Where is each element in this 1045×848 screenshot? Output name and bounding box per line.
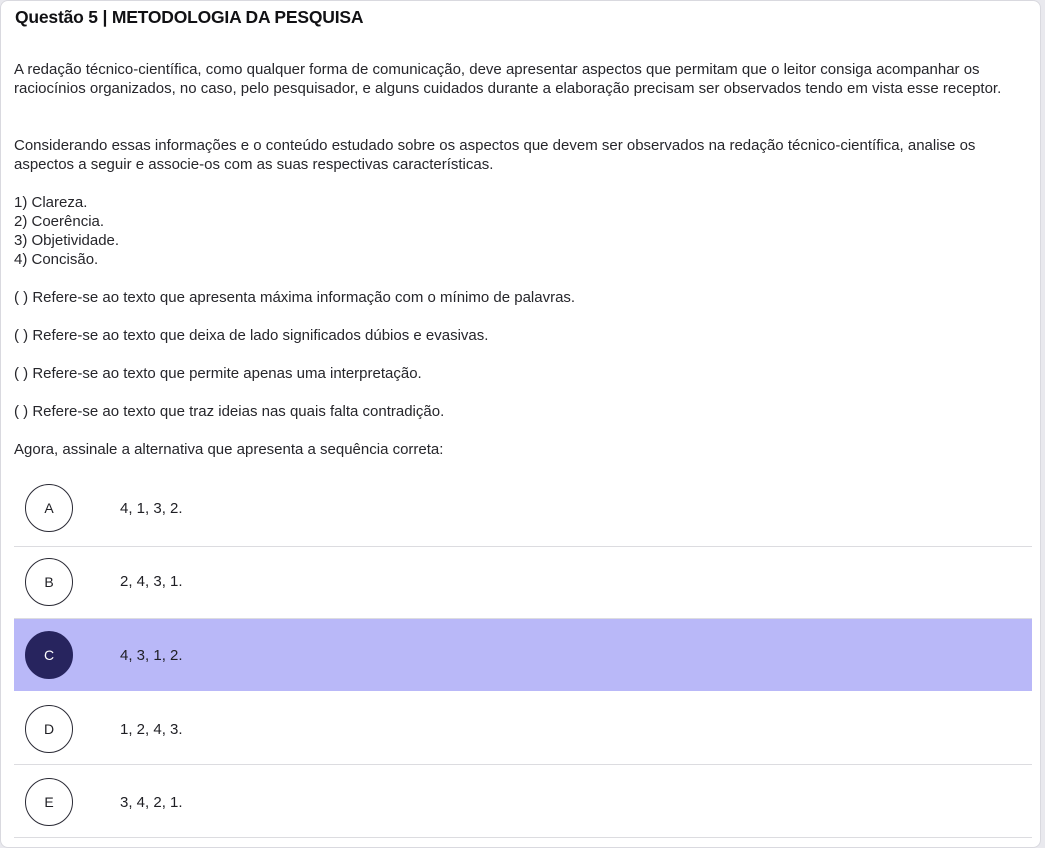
option-text: 1, 2, 4, 3. <box>120 721 183 738</box>
question-title: Questão 5 | METODOLOGIA DA PESQUISA <box>15 7 364 27</box>
option-c[interactable] <box>14 619 1032 691</box>
option-letter-bubble[interactable]: D <box>25 705 73 753</box>
statement-item: ( ) Refere-se ao texto que deixa de lado significados dúbios e evasivas. <box>14 327 489 344</box>
aspect-item: 2) Coerência. <box>14 213 105 230</box>
question-prompt: Agora, assinale a alternativa que apresenta a sequência correta: <box>14 441 444 458</box>
option-e[interactable] <box>14 766 1032 838</box>
option-text: 4, 3, 1, 2. <box>120 647 183 664</box>
option-d[interactable] <box>14 693 1032 765</box>
option-letter-bubble[interactable]: A <box>25 484 73 532</box>
option-text: 2, 4, 3, 1. <box>120 573 183 590</box>
option-letter-bubble[interactable]: C <box>25 631 73 679</box>
option-b[interactable] <box>14 547 1032 619</box>
aspect-item: 1) Clareza. <box>14 194 88 211</box>
option-letter-bubble[interactable]: B <box>25 558 73 606</box>
option-letter-bubble[interactable]: E <box>25 778 73 826</box>
aspect-item: 3) Objetividade. <box>14 232 120 249</box>
option-text: 3, 4, 2, 1. <box>120 794 183 811</box>
statement-item: ( ) Refere-se ao texto que apresenta máxima informação com o mínimo de palavras. <box>14 289 576 306</box>
question-intro: A redação técnico-científica, como qualquer forma de comunicação, deve apresentar aspectos que permitam que o leitor consiga acompanhar os raciocínios organizados, no caso, pelo pesquisador, e alguns cuidados durante a elaboração precisam ser observados tendo em vista esse receptor. <box>14 61 1002 97</box>
option-text: 4, 1, 3, 2. <box>120 500 183 517</box>
question-context: Considerando essas informações e o conteúdo estudado sobre os aspectos que devem ser observados na redação técnico-científica, analise os aspectos a seguir e associe-os com as suas respectivas características. <box>14 137 976 173</box>
aspect-item: 4) Concisão. <box>14 251 99 268</box>
option-a[interactable] <box>14 475 1032 547</box>
statement-item: ( ) Refere-se ao texto que traz ideias nas quais falta contradição. <box>14 403 445 420</box>
statement-item: ( ) Refere-se ao texto que permite apenas uma interpretação. <box>14 365 422 382</box>
